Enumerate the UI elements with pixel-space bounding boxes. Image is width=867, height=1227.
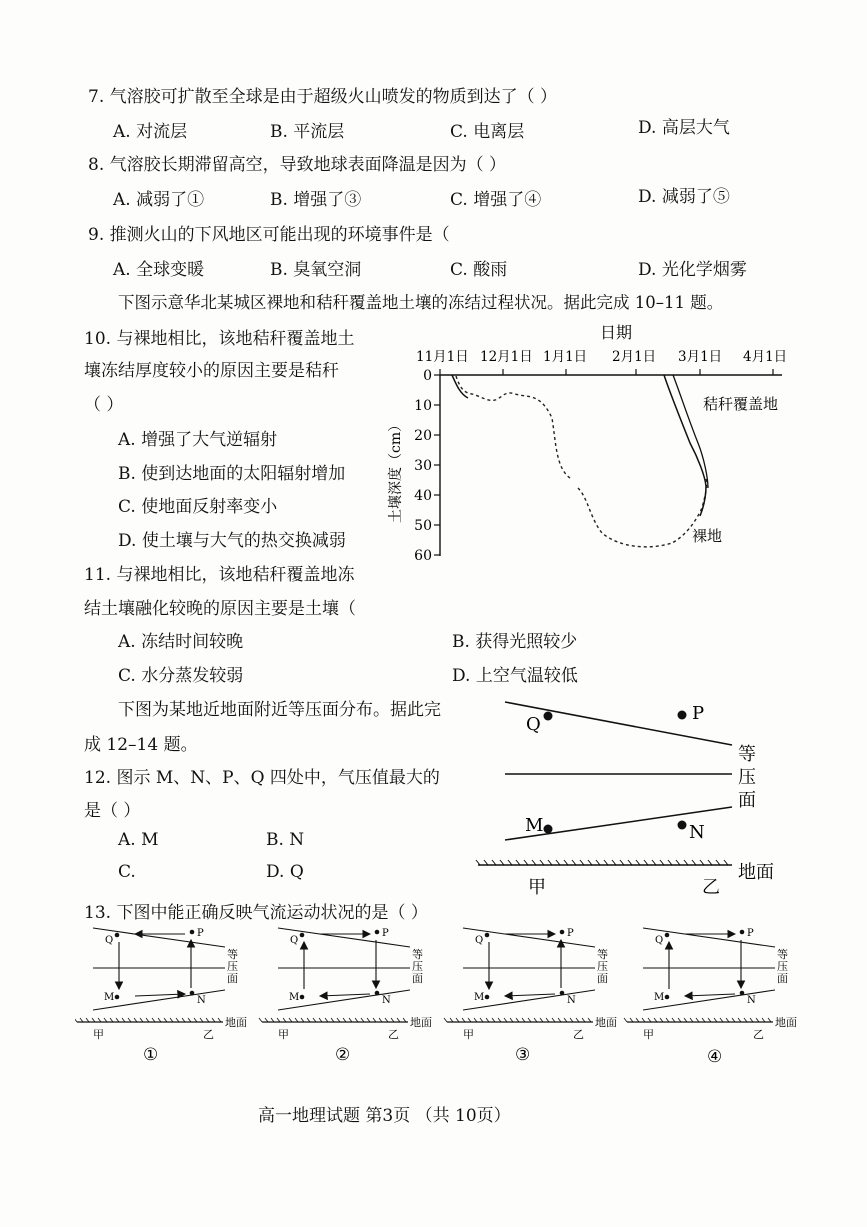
isobar-label: 面 [738,790,756,811]
label-p: P [692,703,705,724]
question-11-line-1: 11. 与裸地相比，该地秸秆覆盖地冻 [84,565,355,585]
q10-option-c: C. 使地面反射率变小 [118,497,278,517]
q11-option-b: B. 获得光照较少 [452,632,578,652]
y-tick: 20 [414,428,432,444]
small-p: P [567,928,574,939]
small-jia: 甲 [278,1028,289,1041]
question-9-stem: 9. 推测火山的下风地区可能出现的环境事件是（ [88,225,450,245]
question-10-line-2: 壤冻结厚度较小的原因主要是秸秆 [84,361,339,381]
isobar-label: 等 [738,744,756,765]
small-isobar-label: 压 [412,960,423,973]
small-m: M [654,992,665,1003]
small-isobar-label: 等 [227,948,238,961]
question-10-line-3: （ ） [84,395,124,415]
small-jia: 甲 [93,1028,104,1041]
month-label: 2月1日 [612,349,657,365]
small-q: Q [290,935,299,946]
q8-option-c: C. 增强了④ [450,190,542,210]
month-label: 4月1日 [743,349,788,365]
q10-option-b: B. 使到达地面的太阳辐射增加 [118,464,346,484]
y-tick: 0 [423,368,432,384]
q9-option-a: A. 全球变暖 [113,260,205,280]
small-p: P [197,928,204,939]
small-m: M [474,992,485,1003]
bare-soil-curve [456,376,707,547]
question-13-stem: 13. 下图中能正确反映气流运动状况的是（ ） [84,903,428,923]
point-p [678,711,687,720]
soil-freezing-chart [380,318,810,573]
diagram-2 [259,928,432,1065]
small-isobar-label: 等 [597,948,608,961]
q8-option-b: B. 增强了③ [270,190,362,210]
isobar-figure [470,690,800,905]
q7-option-c: C. 电离层 [450,122,525,142]
small-m: M [104,992,115,1003]
small-yi: 乙 [753,1028,764,1041]
ground-label: 地面 [738,862,774,883]
q11-option-a: A. 冻结时间较晚 [118,632,244,652]
label-n: N [689,822,705,843]
question-12-line-2: 是（ ） [84,801,141,821]
straw-soil-curve [452,375,706,516]
small-yi: 乙 [388,1028,399,1041]
chart-title: 日期 [600,323,633,342]
y-tick: 50 [414,518,432,534]
y-tick: 60 [414,548,432,564]
q12-option-c: C. [118,862,136,882]
q9-option-b: B. 臭氧空洞 [270,260,362,280]
small-isobar-label: 压 [777,960,788,973]
y-tick: 10 [414,398,432,414]
small-isobar-label: 压 [597,960,608,973]
small-isobar-label: 等 [777,948,788,961]
small-q: Q [475,935,484,946]
q10-option-d: D. 使土壤与大气的热交换减弱 [118,531,346,551]
small-isobar-label: 面 [227,972,238,985]
small-ground-label: 地面 [775,1016,797,1029]
diagram-number: ③ [515,1045,531,1065]
airflow-diagrams [75,922,810,1070]
month-label: 11月1日 [416,349,469,365]
month-label: 1月1日 [543,349,588,365]
small-yi: 乙 [203,1028,214,1041]
q12-option-d: D. Q [266,862,304,882]
small-ground-label: 地面 [410,1016,432,1029]
small-m: M [289,992,300,1003]
q8-option-d: D. 减弱了⑤ [638,187,730,207]
diagram-number: ② [335,1045,351,1065]
label-q: Q [526,714,541,735]
q11-option-d: D. 上空气温较低 [452,666,578,686]
label-jia: 甲 [528,877,546,898]
intro-12-14-line-2: 成 12–14 题。 [84,735,198,755]
month-label: 3月1日 [678,349,723,365]
label-m: M [525,815,544,836]
small-isobar-label: 压 [227,960,238,973]
y-tick: 30 [414,458,432,474]
small-isobar-label: 面 [412,972,423,985]
diagram-number: ① [143,1045,159,1065]
small-q: Q [105,935,114,946]
month-label: 12月1日 [480,349,533,365]
question-11-line-2: 结土壤融化较晚的原因主要是土壤（ [84,599,356,619]
point-q [544,712,553,721]
diagram-1 [75,928,247,1065]
diagram-4 [624,928,797,1067]
small-q: Q [655,935,664,946]
small-p: P [382,928,389,939]
question-12-line-1: 12. 图示 M、N、P、Q 四处中，气压值最大的 [84,768,440,788]
small-isobar-label: 等 [412,948,423,961]
small-p: P [747,928,754,939]
small-isobar-label: 面 [597,972,608,985]
point-n [678,821,687,830]
small-n: N [197,995,206,1006]
small-n: N [567,995,576,1006]
label-yi: 乙 [702,877,720,898]
q9-option-c: C. 酸雨 [450,260,508,280]
point-m [544,825,553,834]
diagram-3 [444,928,617,1065]
label-bare: 裸地 [692,527,723,545]
label-straw: 秸秆覆盖地 [703,395,779,413]
y-axis-label: 土壤深度（cm） [388,417,404,523]
question-10-line-1: 10. 与裸地相比，该地秸秆覆盖地土 [84,329,355,349]
q8-option-a: A. 减弱了① [113,190,205,210]
question-8-stem: 8. 气溶胶长期滞留高空，导致地球表面降温是因为（ ） [88,155,507,175]
small-yi: 乙 [573,1028,584,1041]
diagram-number: ④ [707,1047,723,1067]
q7-option-a: A. 对流层 [113,122,188,142]
small-isobar-label: 面 [777,972,788,985]
small-n: N [747,995,756,1006]
q10-option-a: A. 增强了大气逆辐射 [118,430,278,450]
page-footer: 高一地理试题 第3页 （共 10页） [258,1106,511,1126]
intro-12-14-line-1: 下图为某地近地面附近等压面分布。据此完 [118,700,441,720]
isobar-label: 压 [738,767,756,788]
q9-option-d: D. 光化学烟雾 [638,260,747,280]
q12-option-b: B. N [266,830,305,850]
intro-10-11: 下图示意华北某城区裸地和秸秆覆盖地土壤的冻结过程状况。据此完成 10–11 题。 [118,293,724,312]
q7-option-d: D. 高层大气 [638,118,730,138]
small-ground-label: 地面 [595,1016,617,1029]
q7-option-b: B. 平流层 [270,122,345,142]
small-ground-label: 地面 [225,1016,247,1029]
small-n: N [382,995,391,1006]
small-jia: 甲 [463,1028,474,1041]
question-7-stem: 7. 气溶胶可扩散至全球是由于超级火山喷发的物质到达了（ ） [88,87,558,107]
y-tick: 40 [414,488,432,504]
small-jia: 甲 [643,1028,654,1041]
q12-option-a: A. M [118,830,159,850]
q11-option-c: C. 水分蒸发较弱 [118,666,244,686]
